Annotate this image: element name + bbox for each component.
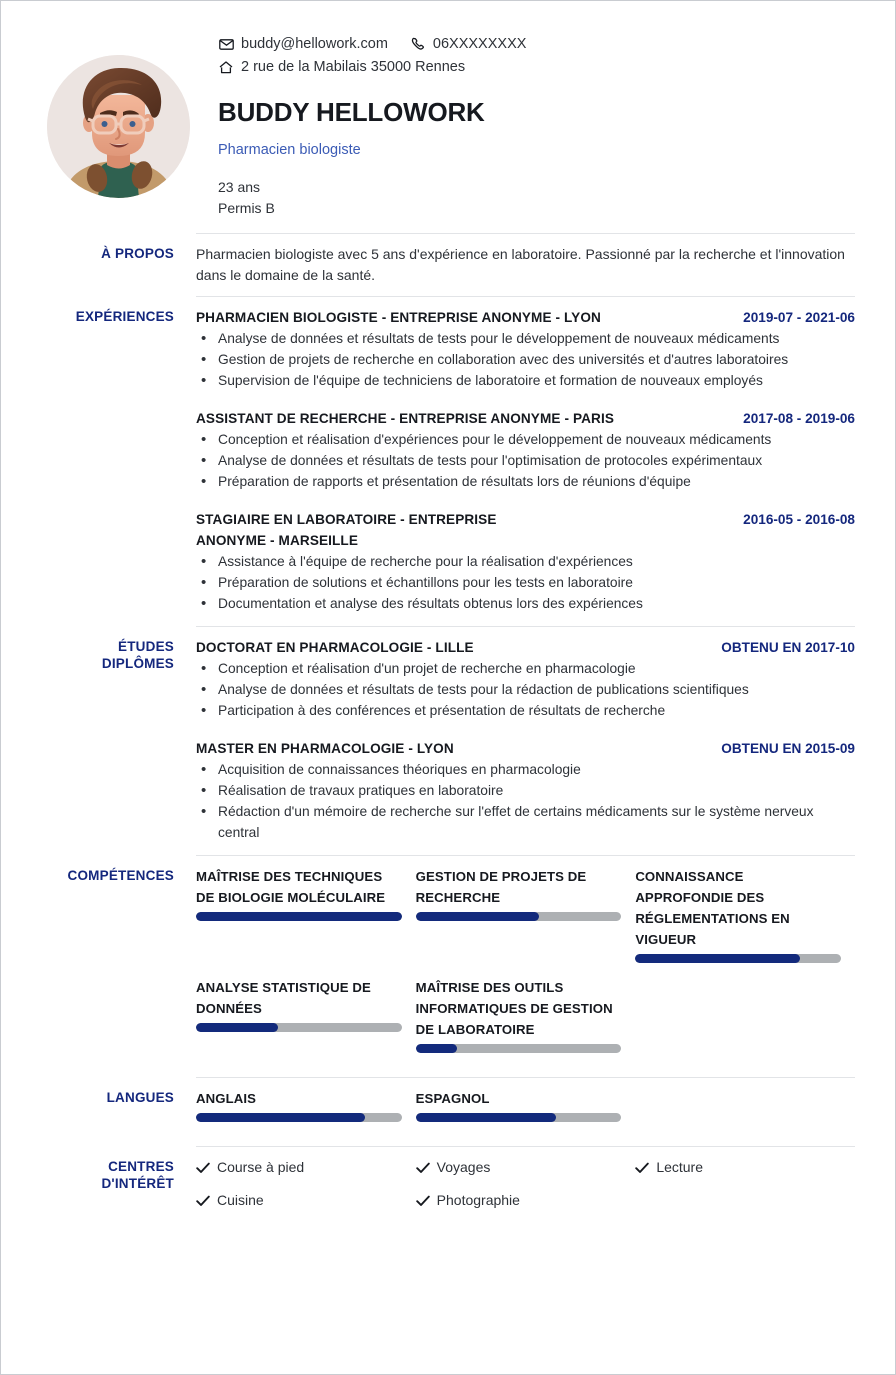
about-body bbox=[196, 233, 855, 296]
entry-bullets bbox=[196, 759, 855, 843]
interest-label: Cuisine bbox=[217, 1192, 264, 1208]
bullet-item: • Conception et réalisation d'un projet de recherche en pharmacologie bbox=[196, 658, 855, 679]
bullet-item: • Gestion de projets de recherche en collaboration avec des universités et d'autres laboratoires bbox=[196, 349, 855, 370]
entry-title: PHARMACIEN BIOLOGISTE - ENTREPRISE ANONYME - LYON bbox=[196, 310, 601, 325]
section-label-about: À PROPOS bbox=[101, 246, 174, 261]
bullet-item: • Supervision de l'équipe de techniciens de laboratoire et formation de nouveaux employés bbox=[196, 370, 855, 391]
languages-body bbox=[196, 1077, 855, 1146]
personal-details bbox=[218, 177, 855, 219]
check-icon bbox=[635, 1162, 649, 1174]
section-label-experiences: EXPÉRIENCES bbox=[75, 309, 174, 324]
language-name: ANGLAIS bbox=[196, 1091, 257, 1106]
entry-head bbox=[196, 509, 855, 551]
contact-line-2 bbox=[218, 56, 855, 78]
check-icon bbox=[416, 1162, 430, 1174]
language-bar bbox=[196, 1113, 402, 1122]
section-experiences bbox=[1, 296, 895, 626]
skill-bar-fill bbox=[196, 1023, 278, 1032]
education-entry bbox=[196, 637, 855, 721]
bullet-item: • Conception et réalisation d'expériences pour le développement de nouveaux médicaments bbox=[196, 429, 855, 450]
skill-bar bbox=[416, 912, 622, 921]
experience-entry bbox=[196, 408, 855, 492]
entry-title: MASTER EN PHARMACOLOGIE - LYON bbox=[196, 741, 454, 756]
skill-name: CONNAISSANCE APPROFONDIE DES RÉGLEMENTATIONS EN VIGUEUR bbox=[635, 869, 790, 947]
entry-bullets bbox=[196, 658, 855, 721]
section-label-skills: COMPÉTENCES bbox=[67, 868, 174, 883]
bullet-item: • Préparation de rapports et présentation de résultats lors de réunions d'équipe bbox=[196, 471, 855, 492]
section-label-education-line1: ÉTUDES bbox=[118, 639, 174, 654]
entry-head bbox=[196, 738, 855, 759]
skill-name: ANALYSE STATISTIQUE DE DONNÉES bbox=[196, 980, 371, 1016]
skill-bar bbox=[196, 912, 402, 921]
section-about bbox=[1, 233, 895, 296]
skill-bar-fill bbox=[416, 912, 539, 921]
experience-entry bbox=[196, 307, 855, 391]
phone-text: 06XXXXXXXX bbox=[432, 36, 527, 52]
interest-item bbox=[416, 1157, 636, 1178]
section-label-interests-line2: D'INTÉRÊT bbox=[101, 1176, 174, 1191]
bullet-item: • Analyse de données et résultats de tests pour la rédaction de publications scientifiques bbox=[196, 679, 855, 700]
section-label-interests bbox=[41, 1146, 196, 1192]
interest-label: Lecture bbox=[656, 1159, 704, 1175]
age-text: 23 ans bbox=[218, 179, 261, 195]
bullet-item: • Acquisition de connaissances théoriques en pharmacologie bbox=[196, 759, 855, 780]
language-name: ESPAGNOL bbox=[415, 1091, 490, 1106]
license-text: Permis B bbox=[218, 200, 275, 216]
avatar-container bbox=[41, 29, 196, 198]
bullet-item: • Participation à des conférences et présentation de résultats de recherche bbox=[196, 700, 855, 721]
bullet-item: • Assistance à l'équipe de recherche pour la réalisation d'expériences bbox=[196, 551, 855, 572]
section-label-interests-line1: CENTRES bbox=[108, 1159, 174, 1174]
email-item bbox=[218, 33, 388, 55]
skills-grid bbox=[196, 866, 855, 1067]
skill-item bbox=[635, 866, 855, 963]
entry-title: STAGIAIRE EN LABORATOIRE - ENTREPRISE ANONYME - MARSEILLE bbox=[196, 512, 497, 548]
bullet-item: • Analyse de données et résultats de tests pour le développement de nouveaux médicaments bbox=[196, 328, 855, 349]
contact-line-1 bbox=[218, 33, 855, 55]
check-icon bbox=[196, 1195, 210, 1207]
address-item bbox=[218, 56, 465, 78]
skill-item bbox=[196, 977, 416, 1053]
skill-name: MAÎTRISE DES OUTILS INFORMATIQUES DE GESTION DE LABORATOIRE bbox=[415, 980, 613, 1037]
entry-head bbox=[196, 408, 855, 429]
language-item bbox=[196, 1088, 416, 1122]
entry-head bbox=[196, 307, 855, 328]
bullet-item: • Réalisation de travaux pratiques en laboratoire bbox=[196, 780, 855, 801]
entry-date: OBTENU EN 2017-10 bbox=[721, 640, 855, 655]
entry-date: 2016-05 - 2016-08 bbox=[743, 512, 855, 527]
interest-item bbox=[635, 1157, 855, 1178]
education-entry bbox=[196, 738, 855, 843]
interest-label: Voyages bbox=[436, 1159, 491, 1175]
experience-entry bbox=[196, 509, 855, 614]
skill-name: MAÎTRISE DES TECHNIQUES DE BIOLOGIE MOLÉCULAIRE bbox=[196, 869, 386, 905]
section-label-languages: LANGUES bbox=[106, 1090, 174, 1105]
page-title: BUDDY HELLOWORK bbox=[218, 97, 485, 127]
entry-bullets bbox=[196, 429, 855, 492]
interests-grid bbox=[196, 1157, 855, 1223]
check-icon bbox=[416, 1195, 430, 1207]
bullet-item: • Préparation de solutions et échantillons pour les tests en laboratoire bbox=[196, 572, 855, 593]
skill-bar bbox=[635, 954, 841, 963]
interest-label: Photographie bbox=[436, 1192, 520, 1208]
skill-item bbox=[416, 866, 636, 963]
interests-body bbox=[196, 1146, 855, 1233]
address-text: 2 rue de la Mabilais 35000 Rennes bbox=[241, 59, 466, 75]
interest-item bbox=[416, 1190, 636, 1211]
entry-date: 2017-08 - 2019-06 bbox=[743, 411, 855, 426]
header-info bbox=[196, 29, 855, 219]
skill-bar bbox=[416, 1044, 622, 1053]
phone-icon bbox=[410, 36, 426, 52]
language-bar bbox=[416, 1113, 622, 1122]
home-icon bbox=[218, 59, 234, 75]
language-item-empty bbox=[635, 1088, 855, 1122]
bullet-item: • Rédaction d'un mémoire de recherche sur l'effet de certains médicaments sur le système nerveux central bbox=[196, 801, 855, 843]
section-label-education bbox=[41, 626, 196, 672]
section-education bbox=[1, 626, 895, 855]
interest-item bbox=[196, 1190, 416, 1211]
email-text: buddy@hellowork.com bbox=[241, 36, 388, 52]
section-label-education-line2: DIPLÔMES bbox=[101, 656, 174, 671]
avatar-illustration bbox=[47, 55, 190, 198]
skill-name: GESTION DE PROJETS DE RECHERCHE bbox=[415, 869, 587, 905]
language-bar-fill bbox=[416, 1113, 556, 1122]
skill-bar-fill bbox=[416, 1044, 457, 1053]
entry-title: ASSISTANT DE RECHERCHE - ENTREPRISE ANONYME - PARIS bbox=[196, 411, 614, 426]
education-body bbox=[196, 626, 855, 855]
interest-item bbox=[196, 1157, 416, 1178]
bullet-item: • Analyse de données et résultats de tests pour l'optimisation de protocoles expérimentaux bbox=[196, 450, 855, 471]
avatar bbox=[47, 55, 190, 198]
experiences-body bbox=[196, 296, 855, 626]
skill-bar-fill bbox=[196, 912, 402, 921]
language-item bbox=[416, 1088, 636, 1122]
skills-body bbox=[196, 855, 855, 1077]
skill-item bbox=[196, 866, 416, 963]
phone-item bbox=[410, 33, 527, 55]
entry-bullets bbox=[196, 328, 855, 391]
skill-bar bbox=[196, 1023, 402, 1032]
entry-date: OBTENU EN 2015-09 bbox=[721, 741, 855, 756]
entry-date: 2019-07 - 2021-06 bbox=[743, 310, 855, 325]
section-skills bbox=[1, 855, 895, 1077]
skill-bar-fill bbox=[635, 954, 800, 963]
check-icon bbox=[196, 1162, 210, 1174]
language-bar-fill bbox=[196, 1113, 365, 1122]
entry-title: DOCTORAT EN PHARMACOLOGIE - LILLE bbox=[196, 640, 474, 655]
interest-label: Course à pied bbox=[217, 1159, 305, 1175]
job-title: Pharmacien biologiste bbox=[218, 142, 361, 158]
section-languages bbox=[1, 1077, 895, 1146]
envelope-icon bbox=[218, 36, 234, 52]
bullet-item: • Documentation et analyse des résultats obtenus lors des expériences bbox=[196, 593, 855, 614]
skill-item bbox=[416, 977, 636, 1053]
about-text: Pharmacien biologiste avec 5 ans d'expérience en laboratoire. Passionné par la recherche et l'innovation dans le domaine de la santé. bbox=[196, 246, 845, 283]
entry-bullets bbox=[196, 551, 855, 614]
cv-header bbox=[1, 1, 895, 219]
entry-head bbox=[196, 637, 855, 658]
section-interests bbox=[1, 1146, 895, 1233]
languages-grid bbox=[196, 1088, 855, 1136]
